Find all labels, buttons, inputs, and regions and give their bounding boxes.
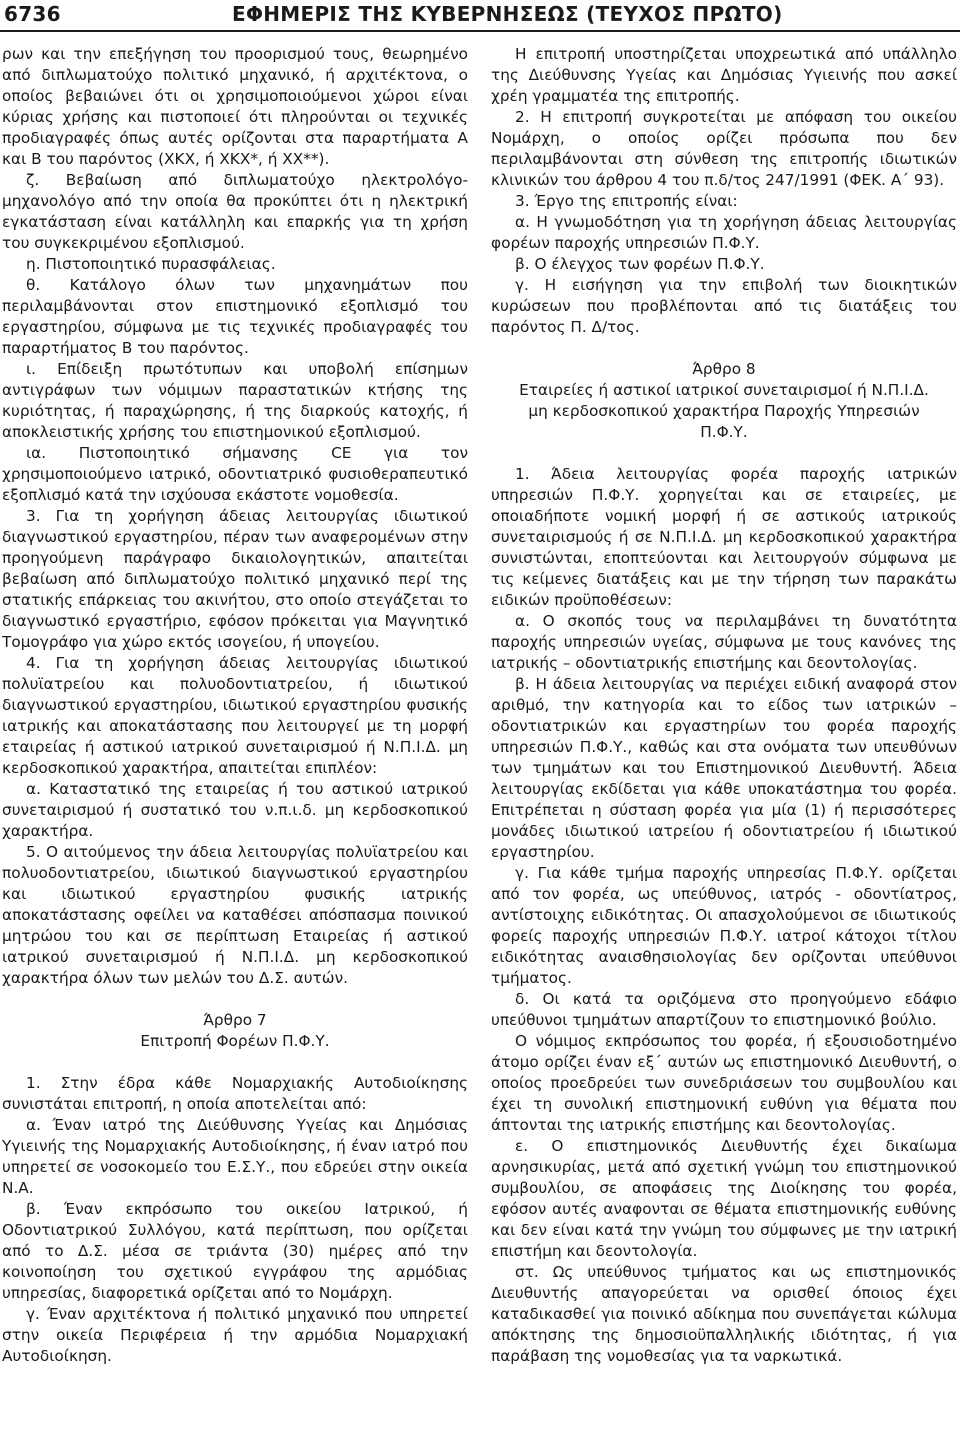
gazette-title: ΕΦΗΜΕΡΙΣ ΤΗΣ ΚΥΒΕΡΝΗΣΕΩΣ (ΤΕΥΧΟΣ ΠΡΩΤΟ) — [232, 2, 783, 26]
paragraph: α. Ο σκοπός τους να περιλαμβάνει τη δυνατότητα παροχής υπηρεσιών υγείας, σύμφωνα με τους κανόνες της ιατρικής – οδοντιατρικής επιστήμης και δεοντολογίας. — [491, 612, 957, 672]
paragraph: β. Ο έλεγχος των φορέων Π.Φ.Υ. — [515, 255, 765, 273]
paragraph: ε. Ο επιστημονικός Διευθυντής έχει δικαίωμα αρνησικυρίας, μετά από σχετική γνώμη του επιστημονικού συμβουλίου, σε αποφάσεις της Διοίκησης του φορέα, εφόσον αυτές αναφονται σε θέματα επιστημονικής ευθύνης και δεν είναι κατά την γνώμη του σύμφωνες με την ιατρική επιστήμη και δεοντολογία. — [491, 1137, 957, 1260]
article-8-title: Άρθρο 8 — [692, 360, 756, 378]
paragraph: στ. Ως υπεύθυνος τμήματος και ως επιστημονικός Διευθυντής απαγορεύεται να ορισθεί όποιος έχει καταδικασθεί για ποινικό αδίκημα που συνεπάγεται κώλυμα απόκτησης της δημοσιοϋπαλληλικής ιδιότητας, ή για παράβαση της νομοθεσίας για τα ναρκωτικά. — [491, 1263, 957, 1365]
paragraph: θ. Κατάλογο όλων των μηχανημάτων που περιλαμβάνονται στον επιστημονικό εξοπλισμό του εργαστηρίου, σύμφωνα με τις τεχνικές προδιαγραφές του παραρτήματος Β του παρόντος. — [2, 276, 468, 357]
paragraph: 1. Στην έδρα κάθε Νομαρχιακής Αυτοδιοίκησης συνιστάται επιτροπή, η οποία αποτελείται από: — [2, 1074, 468, 1113]
paragraph: α. Έναν ιατρό της Διεύθυνσης Υγείας και Δημόσιας Υγιεινής της Νομαρχιακής Αυτοδιοίκησης, ή έναν ιατρό που υπηρετεί σε νοσοκομείο του Ε.Σ.Υ., που εδρεύει στην οικεία Ν.Α. — [2, 1116, 468, 1197]
paragraph: 1. Άδεια λειτουργίας φορέα παροχής ιατρικών υπηρεσιών Π.Φ.Υ. χορηγείται και σε εταιρείες, με οποιαδήποτε νομική μορφή ή σε αστικούς ιατρικούς συνεταιρισμούς ή σε Ν.Π.Ι.Δ. μη κερδοσκοπικού χαρακτήρα συνιστώνται, εποπτεύονται και λειτουργούν σύμφωνα με τις κείμενες διατάξεις και με την τήρηση των παρακάτω ειδικών προϋποθέσεων: — [491, 465, 957, 609]
page-number: 6736 — [4, 2, 61, 26]
paragraph: 2. Η επιτροπή συγκροτείται με απόφαση του οικείου Νομάρχη, ο οποίος ορίζει πρόσωπα που δεν περιλαμβάνονται στη σύνθεση της επιτροπής ιδιωτικών κλινικών του άρθρου 4 του π.δ/τος 247/1991 (ΦΕΚ. Α΄ 93). — [491, 108, 957, 189]
article-7-title: Άρθρο 7 — [203, 1011, 267, 1029]
paragraph: 4. Για τη χορήγηση άδειας λειτουργίας ιδιωτικού πολυϊατρείου και πολυοδοντιατρείου, ή ιδιωτικού διαγνωστικού εργαστηρίου, ιδιωτικού εργαστηρίου φυσικής ιατρικής και αποκατάστασης που λειτουργεί με τη μορφή εταιρείας ή αστικού ιατρικού συνεταιρισμού ή Ν.Π.Ι.Δ. μη κερδοσκοπικού χαρακτήρα, απαιτείται επιπλέον: — [2, 654, 468, 777]
paragraph: γ. Για κάθε τμήμα παροχής υπηρεσίας Π.Φ.Υ. ορίζεται από τον φορέα, ως υπεύθυνος, ιατρός - οδοντίατρος, αντίστοιχης ειδικότητας. Οι απασχολούμενοι σε ιδιωτικούς φορείς παροχής υπηρεσιών Π.Φ.Υ. ιατροί κάτοχοι τίτλου ειδικότητας αναισθησιολογίας δεν ορίζονται υπεύθυνοι τμήματος. — [491, 864, 957, 987]
paragraph: 3. Έργο της επιτροπής είναι: — [515, 192, 738, 210]
paragraph: Η επιτροπή υποστηρίζεται υποχρεωτικά από υπάλληλο της Διεύθυνσης Υγείας και Δημόσιας Υγιεινής που ασκεί χρέη γραμματέα της επιτροπής. — [491, 45, 957, 105]
paragraph: 3. Για τη χορήγηση άδειας λειτουργίας ιδιωτικού διαγνωστικού εργαστηρίου, πέραν των αναφερομένων στην προηγούμενη παράγραφο δικαιολογητικών, απαιτείται βεβαίωση από διπλωματούχο πολιτικό μηχανικό περί της στατικής επάρκειας του ακινήτου, στο οποίο στεγάζεται το διαγνωστικό εργαστήριο, εφόσον πρόκειται για Μαγνητικό Τομογράφο για χώρο εκτός ισογείου, ή υπογείου. — [2, 507, 468, 651]
paragraph: γ. Η εισήγηση για την επιβολή των διοικητικών κυρώσεων που προβλέπονται από τις διατάξεις του παρόντος Π. Δ/τος. — [491, 276, 957, 336]
paragraph: ρων και την επεξήγηση του προορισμού τους, θεωρημένο από διπλωματούχο πολιτικό μηχανικό, ή αρχιτέκτονα, ο οποίος βεβαιώνει ότι οι χρησιμοποιούμενοι χώροι είναι κύριας χρήσης και πιστοποιεί ότι πληρούνται οι τεχνικές προδιαγραφές όπως αυτές ορίζονται στα παραρτήματα Α και Β του παρόντος (ΧΚΧ, ή ΧΚΧ*, ή ΧΧ**). — [2, 45, 468, 168]
paragraph: β. Έναν εκπρόσωπο του οικείου Ιατρικού, ή Οδοντιατρικού Συλλόγου, κατά περίπτωση, που ορίζεται από το Δ.Σ. μέσα σε τριάντα (30) ημέρες από την κοινοποίηση του σχετικού εγγράφου της αρμόδιας υπηρεσίας, διαφορετικά ορίζεται από το Νομάρχη. — [2, 1200, 468, 1302]
left-column — [2, 44, 468, 1367]
article-7-subtitle: Επιτροπή Φορέων Π.Φ.Υ. — [140, 1032, 330, 1050]
paragraph: γ. Έναν αρχιτέκτονα ή πολιτικό μηχανικό που υπηρετεί στην οικεία Περιφέρεια ή την αρμόδια Νομαρχιακή Αυτοδιοίκηση. — [2, 1305, 468, 1365]
paragraph: β. Η άδεια λειτουργίας να περιέχει ειδική αναφορά στον αριθμό, την κατηγορία και το είδος των ιατρικών – οδοντιατρικών και εργαστηρίων του φορέα παροχής υπηρεσιών Π.Φ.Υ., καθώς και στα ονόματα των υπευθύνων των τμημάτων και του Επιστημονικού Διευθυντή. Άδεια λειτουργίας εκδίδεται για κάθε υποκατάστημα του φορέα. Επιτρέπεται η σύσταση φορέα για μία (1) ή περισσότερες μονάδες ιδιωτικού ιατρείου ή οδοντιατρείου ή ιδιωτικού εργαστηρίου. — [491, 675, 957, 861]
article-8-subtitle-line-2: μη κερδοσκοπικού χαρακτήρα Παροχής Υπηρεσιών — [528, 402, 920, 420]
paragraph: Ο νόμιμος εκπρόσωπος του φορέα, ή εξουσιοδοτημένο άτομο ορίζει έναν εξ΄ αυτών ως επιστημονικό Διευθυντή, ο οποίος προεδρεύει των συνεδριάσεων του συμβουλίου και έχει τη συνολική επιστημονική ευθύνη για θέματα που άπτονται της ιατρικής επιστήμης και δεοντολογίας. — [491, 1032, 957, 1134]
paragraph: δ. Οι κατά τα οριζόμενα στο προηγούμενο εδάφιο υπεύθυνοι τμημάτων απαρτίζουν το επιστημονικό βούλιο. — [491, 990, 957, 1029]
page-header — [0, 0, 960, 34]
paragraph: α. Η γνωμοδότηση για τη χορήγηση άδειας λειτουργίας φορέων παροχής υπηρεσιών Π.Φ.Υ. — [491, 213, 957, 252]
paragraph: ι. Επίδειξη πρωτότυπων και υποβολή επίσημων αντιγράφων των νόμιμων παραστατικών κτήσης της κυριότητας, ή παραχώρησης, ή της διαρκούς κατοχής, ή αποκλειστικής χρήσης του επιστημονικού εξοπλισμού. — [2, 360, 468, 441]
article-8-subtitle-line-3: Π.Φ.Υ. — [700, 423, 748, 441]
right-column — [491, 44, 957, 1367]
paragraph: ια. Πιστοποιητικό σήμανσης CE για τον χρησιμοποιούμενο ιατρικό, οδοντιατρικό φυσιοθεραπευτικό εξοπλισμό κατά την ισχύουσα εκάστοτε νομοθεσία. — [2, 444, 468, 504]
article-8-subtitle-line-1: Εταιρείες ή αστικοί ιατρικοί συνεταιρισμοί ή Ν.Π.Ι.Δ. — [519, 381, 929, 399]
paragraph: 5. Ο αιτούμενος την άδεια λειτουργίας πολυϊατρείου και πολυοδοντιατρείου, ιδιωτικού διαγνωστικού εργαστηρίου και ιδιωτικού εργαστηρίου φυσικής ιατρικής αποκατάστασης οφείλει να καταθέσει απόσπασμα ποινικού μητρώου του και σε περίπτωση Εταιρείας ή αστικού ιατρικού συνεταιρισμού ή Ν.Π.Ι.Δ. μη κερδοσκοπικού χαρακτήρα όλων των μελών του Δ.Σ. αυτών. — [2, 843, 468, 987]
header-rule — [0, 30, 960, 32]
paragraph: ζ. Βεβαίωση από διπλωματούχο ηλεκτρολόγο-μηχανολόγο από την οποία θα προκύπτει ότι η ηλεκτρική εγκατάσταση είναι κατάλληλη και επαρκής για τη χρήση του συγκεκριμένου εξοπλισμού. — [2, 171, 468, 252]
paragraph: η. Πιστοποιητικό πυρασφάλειας. — [26, 255, 276, 273]
paragraph: α. Καταστατικό της εταιρείας ή του αστικού ιατρικού συνεταιρισμού ή συστατικό του ν.π.ι.δ. μη κερδοσκοπικού χαρακτήρα. — [2, 780, 468, 840]
